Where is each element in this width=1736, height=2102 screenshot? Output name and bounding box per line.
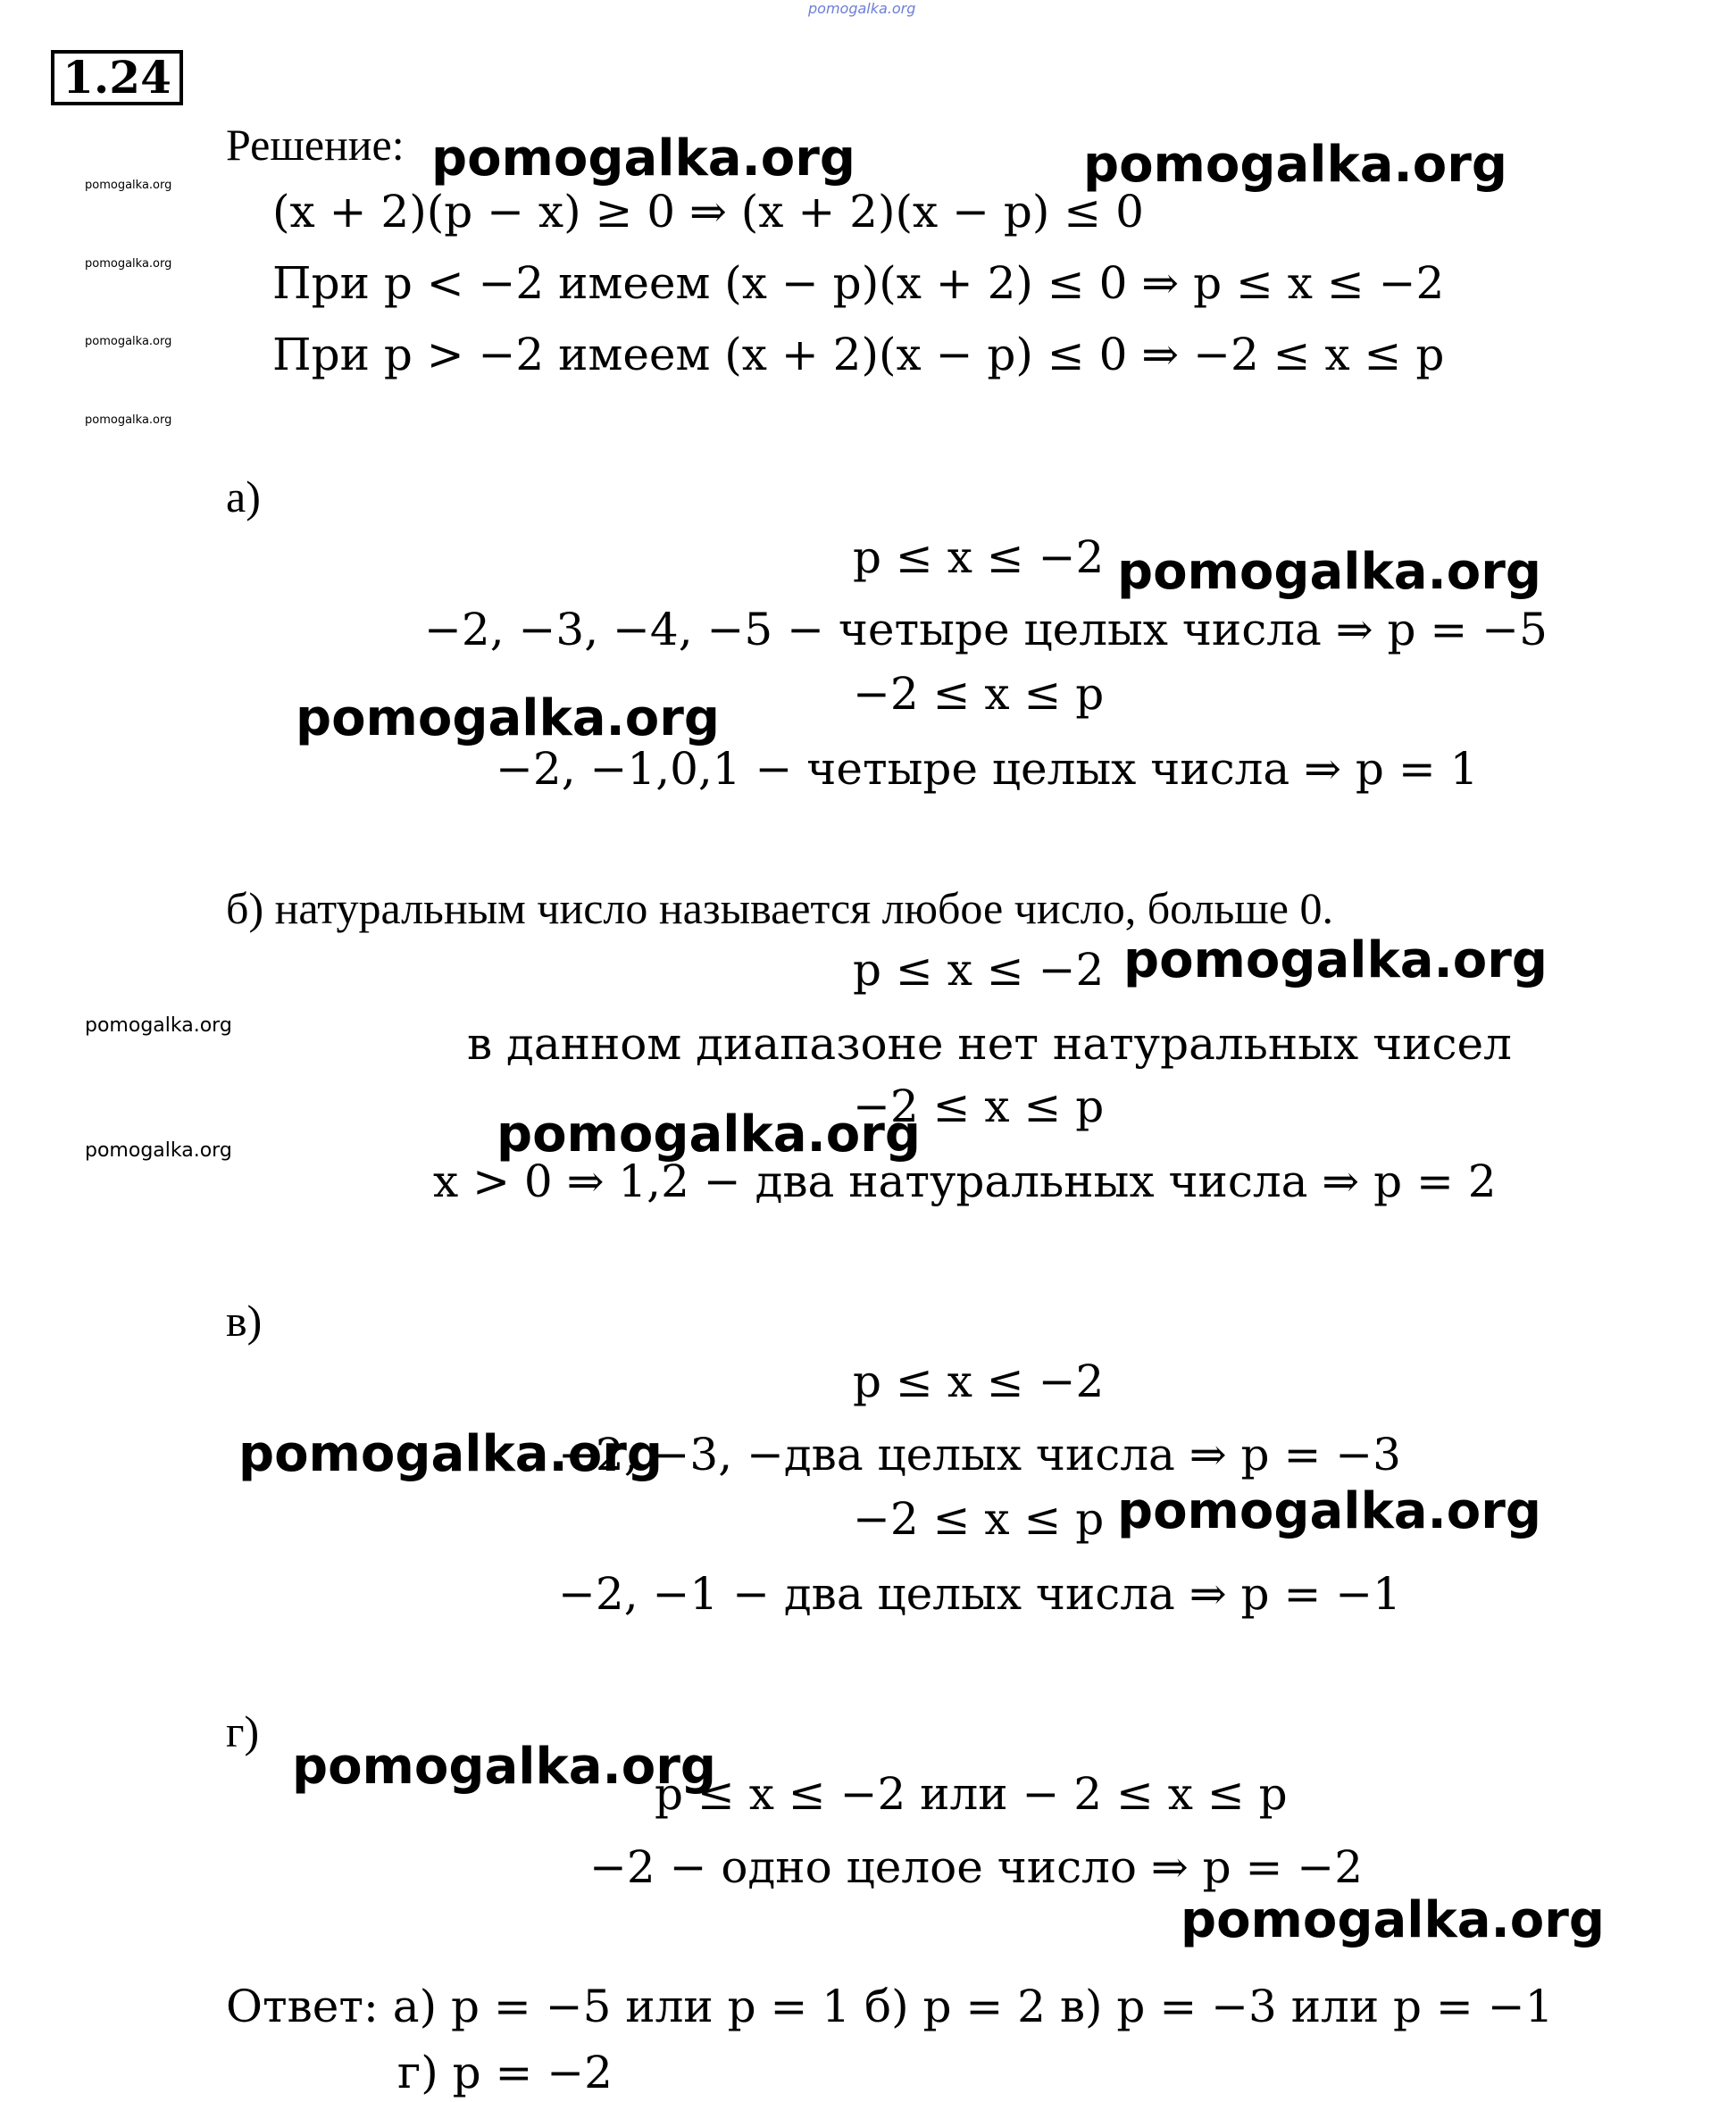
part-a-line-3: −2 ≤ x ≤ p <box>853 668 1105 720</box>
part-b-line-3: −2 ≤ x ≤ p <box>853 1080 1105 1132</box>
part-b-line-4: x > 0 ⇒ 1,2 − два натуральных числа ⇒ p = 2 <box>433 1155 1497 1207</box>
answer-line-2: г) p = −2 <box>397 2047 613 2098</box>
watermark: pomogalka.org <box>1117 543 1541 601</box>
solution-title: Решение: <box>226 120 405 170</box>
part-g-line-2: −2 − одно целое число ⇒ p = −2 <box>589 1841 1364 1893</box>
part-a-line-1: p ≤ x ≤ −2 <box>853 531 1105 583</box>
part-a-line-4: −2, −1,0,1 − четыре целых числа ⇒ p = 1 <box>496 743 1479 795</box>
top-watermark: pomogalka.org <box>808 0 916 17</box>
part-b-label: б) натуральным число называется любое число, больше 0. <box>226 883 1333 933</box>
side-watermark: pomogalka.org <box>85 1139 232 1162</box>
watermark: pomogalka.org <box>296 689 720 747</box>
watermark: pomogalka.org <box>1117 1482 1541 1540</box>
problem-number: 1.24 <box>51 50 183 105</box>
solution-line-3: При p > −2 имеем (x + 2)(x − p) ≤ 0 ⇒ −2 ≤ x ≤ p <box>272 329 1445 380</box>
part-g-line-1: p ≤ x ≤ −2 или − 2 ≤ x ≤ p <box>655 1768 1288 1820</box>
part-v-line-4: −2, −1 − два целых числа ⇒ p = −1 <box>558 1568 1401 1620</box>
watermark: pomogalka.org <box>1123 931 1548 989</box>
watermark: pomogalka.org <box>292 1738 716 1796</box>
part-v-line-2: −2, −3, −два целых числа ⇒ p = −3 <box>558 1429 1401 1481</box>
part-v-label: в) <box>226 1296 263 1346</box>
part-v-line-1: p ≤ x ≤ −2 <box>853 1355 1105 1407</box>
part-v-line-3: −2 ≤ x ≤ p <box>853 1493 1105 1545</box>
part-b-line-1: p ≤ x ≤ −2 <box>853 944 1105 996</box>
watermark: pomogalka.org <box>1181 1891 1605 1949</box>
watermark: pomogalka.org <box>238 1425 663 1483</box>
solution-line-2: При p < −2 имеем (x − p)(x + 2) ≤ 0 ⇒ p ≤ x ≤ −2 <box>272 257 1445 309</box>
side-watermark: pomogalka.org <box>85 179 172 192</box>
side-watermark: pomogalka.org <box>85 257 172 271</box>
watermark: pomogalka.org <box>497 1105 921 1164</box>
watermark: pomogalka.org <box>1083 136 1507 194</box>
watermark: pomogalka.org <box>431 129 855 188</box>
part-a-line-2: −2, −3, −4, −5 − четыре целых числа ⇒ p = −5 <box>424 604 1548 655</box>
part-b-line-2: в данном диапазоне нет натуральных чисел <box>467 1018 1512 1070</box>
solution-line-1: (x + 2)(p − x) ≥ 0 ⇒ (x + 2)(x − p) ≤ 0 <box>272 186 1144 238</box>
side-watermark: pomogalka.org <box>85 1014 232 1037</box>
part-a-label: а) <box>226 471 261 521</box>
side-watermark: pomogalka.org <box>85 335 172 348</box>
part-g-label: г) <box>226 1706 260 1756</box>
side-watermark: pomogalka.org <box>85 413 172 427</box>
answer-line-1: Ответ: а) p = −5 или p = 1 б) p = 2 в) p = −3 или p = −1 <box>226 1981 1554 2032</box>
